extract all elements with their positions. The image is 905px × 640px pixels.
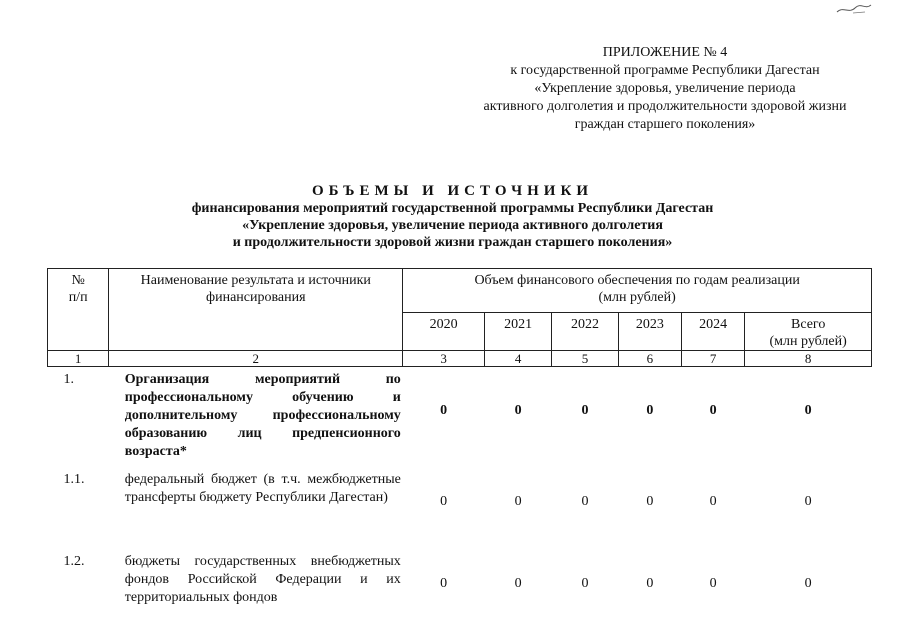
column-number: 8: [745, 351, 872, 367]
row-value: 0: [646, 402, 654, 418]
header-funding: Объем финансового обеспечения по годам реализации (млн рублей): [403, 269, 872, 313]
appendix-number: ПРИЛОЖЕНИЕ № 4: [602, 45, 728, 60]
column-number: 2: [109, 351, 403, 367]
appendix-line: «Укрепление здоровья, увеличение периода: [534, 81, 796, 96]
row-value: 0: [646, 575, 654, 591]
row-value: 0: [709, 575, 717, 591]
row-total: 0: [804, 493, 812, 509]
row-total: 0: [804, 402, 812, 418]
table-row: [48, 467, 872, 549]
row-value: 0: [581, 493, 589, 509]
row-value: 0: [646, 493, 654, 509]
column-number-row: [48, 351, 872, 367]
header-num: № п/п: [48, 269, 109, 351]
row-value: 0: [709, 493, 717, 509]
row-value: 0: [514, 402, 522, 418]
header-name: Наименование результата и источники финансирования: [109, 269, 403, 351]
header-total: Всего (млн рублей): [745, 313, 872, 351]
row-value: 0: [581, 575, 589, 591]
row-value: 0: [440, 493, 448, 509]
row-value: 0: [514, 493, 522, 509]
row-name: Организация мероприятий по профессиональному обучению и дополнительному профессиональному образованию лиц предпенсионного возраста*: [124, 372, 401, 459]
column-number: 6: [618, 351, 681, 367]
row-name: федеральный бюджет (в т.ч. межбюджетные трансферты бюджету Республики Дагестан): [124, 472, 401, 505]
handwritten-mark: [835, 2, 875, 16]
row-value: 0: [514, 575, 522, 591]
row-number: 1.2.: [63, 554, 85, 569]
appendix-line: граждан старшего поколения»: [574, 117, 756, 132]
column-number: 7: [682, 351, 745, 367]
column-number: 1: [48, 351, 109, 367]
table-row: [48, 549, 872, 619]
header-year: 2020: [403, 313, 485, 351]
funding-table: [47, 268, 872, 619]
row-total: 0: [804, 575, 812, 591]
table-header-row: [48, 269, 872, 313]
header-year: 2022: [552, 313, 618, 351]
appendix-line: активного долголетия и продолжительности здоровой жизни: [483, 99, 847, 114]
column-number: 5: [552, 351, 618, 367]
column-number: 4: [484, 351, 551, 367]
appendix-line: к государственной программе Республики Дагестан: [510, 63, 820, 78]
title-line: финансирования мероприятий государственной программы Республики Дагестан: [191, 201, 714, 216]
row-number: 1.1.: [63, 472, 85, 487]
table-row: [48, 367, 872, 468]
title-line: и продолжительности здоровой жизни граждан старшего поколения»: [232, 235, 673, 250]
title-main: ОБЪЕМЫ И ИСТОЧНИКИ: [311, 183, 594, 199]
title-line: «Укрепление здоровья, увеличение периода активного долголетия: [242, 218, 663, 233]
row-value: 0: [440, 575, 448, 591]
row-number: 1.: [63, 372, 74, 387]
document-title: [0, 183, 905, 251]
row-value: 0: [581, 402, 589, 418]
column-number: 3: [403, 351, 485, 367]
header-year: 2021: [484, 313, 551, 351]
header-year: 2024: [682, 313, 745, 351]
appendix-header: [430, 44, 900, 134]
header-year: 2023: [618, 313, 681, 351]
row-name: бюджеты государственных внебюджетных фондов Российской Федерации и их территориальных фондов: [124, 554, 401, 605]
row-value: 0: [709, 402, 717, 418]
row-value: 0: [440, 402, 448, 418]
